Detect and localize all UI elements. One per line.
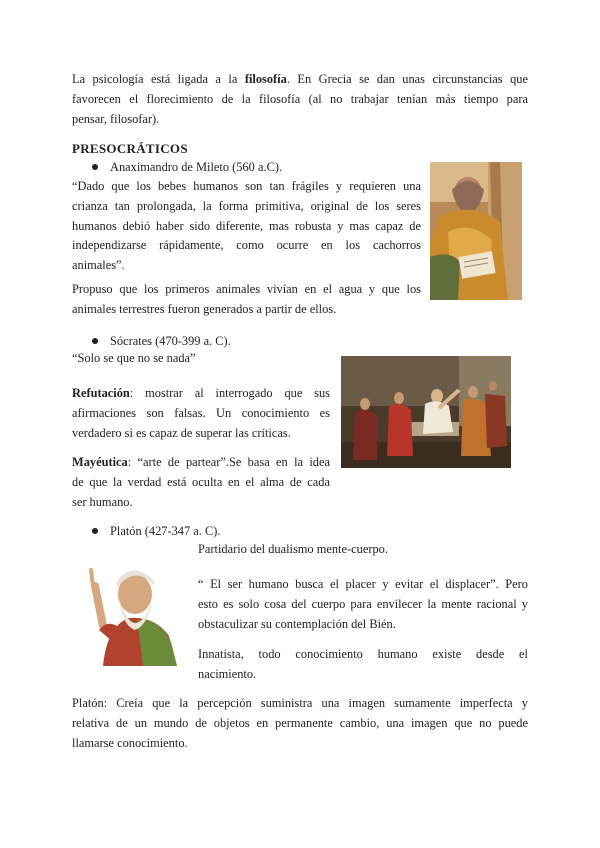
intro-line-1 xyxy=(72,70,528,90)
intro-line-2: favorecen el florecimiento de la filosofía (al no trabajar tenían más tiempo para xyxy=(72,91,528,106)
anaximandro-paragraph xyxy=(72,280,421,320)
refutacion-paragraph xyxy=(72,384,330,443)
mayeutica-line-1 xyxy=(72,453,330,473)
final-line: relativa de un mundo de objetos en permanente cambio, una imagen que no puede xyxy=(72,715,528,730)
mayeutica-paragraph xyxy=(72,453,330,512)
refutacion-line-1 xyxy=(72,384,330,404)
intro-paragraph xyxy=(72,70,528,129)
innatista-line: nacimiento. xyxy=(198,666,257,681)
final-line: Platón: Creía que la percepción suministra una imagen sumamente imperfecta y xyxy=(72,696,528,710)
bullet-dot-icon xyxy=(92,528,98,534)
bullet-dot-icon xyxy=(92,338,98,344)
final-line: llamarse conocimiento. xyxy=(72,735,188,750)
intro-line-3: pensar, filosofar). xyxy=(72,111,160,126)
bullet-dot-icon xyxy=(92,164,98,170)
platon-dualismo: Partidario del dualismo mente-cuerpo. xyxy=(198,542,388,556)
bullet-anaximandro-text: Anaximandro de Mileto (560 a.C). xyxy=(110,160,283,174)
intro-text-post: . En Grecia se dan unas circunstancias que xyxy=(286,72,528,86)
innatista-line: Innatista, todo conocimiento humano existe desde el xyxy=(198,647,528,661)
quote-line: esto es solo cosa del cuerpo para envilecer la mente racional y xyxy=(198,596,528,611)
platon-portrait-image xyxy=(73,556,188,666)
refutacion-text: : mostrar al interrogado que sus xyxy=(129,386,330,400)
platon-innatista xyxy=(198,645,528,685)
mayeutica-text: de que la verdad está oculta en el alma de cada xyxy=(72,474,330,489)
anaximandro-quote xyxy=(72,177,421,276)
mayeutica-label: Mayéutica xyxy=(72,455,128,469)
refutacion-text: afirmaciones son falsas. Un conocimiento es xyxy=(72,405,330,420)
quote-line: independizarse rápidamente, como ocurre en los cachorros xyxy=(72,238,421,253)
quote-line: humanos debió haber sido diferente, mas robusta y mas capaz de xyxy=(72,218,421,233)
section-heading: PRESOCRÁTICOS xyxy=(72,141,188,156)
bullet-anaximandro xyxy=(92,158,282,178)
quote-line: “ El ser humano busca el placer y evitar el displacer”. Pero xyxy=(198,577,528,591)
quote-line: obstaculizar su contemplación del Bién. xyxy=(198,616,396,631)
intro-bold-filosofia: filosofía xyxy=(244,72,287,86)
socrates-painting-image xyxy=(341,356,511,468)
bullet-platon-text: Platón (427-347 a. C). xyxy=(110,524,221,538)
refutacion-text: verdadero si es capaz de superar las críticas. xyxy=(72,425,291,440)
para-line: Propuso que los primeros animales vivían en el agua y que los xyxy=(72,282,421,296)
para-line: animales terrestres fueron generados a partir de ellos. xyxy=(72,301,337,316)
mayeutica-text: ser humano. xyxy=(72,494,133,509)
intro-text-pre: La psicología está ligada a la xyxy=(72,72,245,86)
socrates-quote: “Solo se que no se nada” xyxy=(72,351,196,365)
quote-line: “Dado que los bebes humanos son tan frágiles y requieren una xyxy=(72,179,421,193)
quote-line: animales”. xyxy=(72,258,125,273)
bullet-platon xyxy=(92,522,220,542)
anaximandro-painting-image xyxy=(430,162,522,300)
quote-line: crianza tan prolongada, la forma primitiva, original de los seres xyxy=(72,198,421,213)
platon-quote xyxy=(198,575,528,634)
refutacion-label: Refutación xyxy=(72,386,130,400)
mayeutica-text: : “arte de partear”.Se basa en la idea xyxy=(127,455,330,469)
platon-final-paragraph xyxy=(72,694,528,753)
bullet-socrates-text: Sócrates (470-399 a. C). xyxy=(110,334,231,348)
